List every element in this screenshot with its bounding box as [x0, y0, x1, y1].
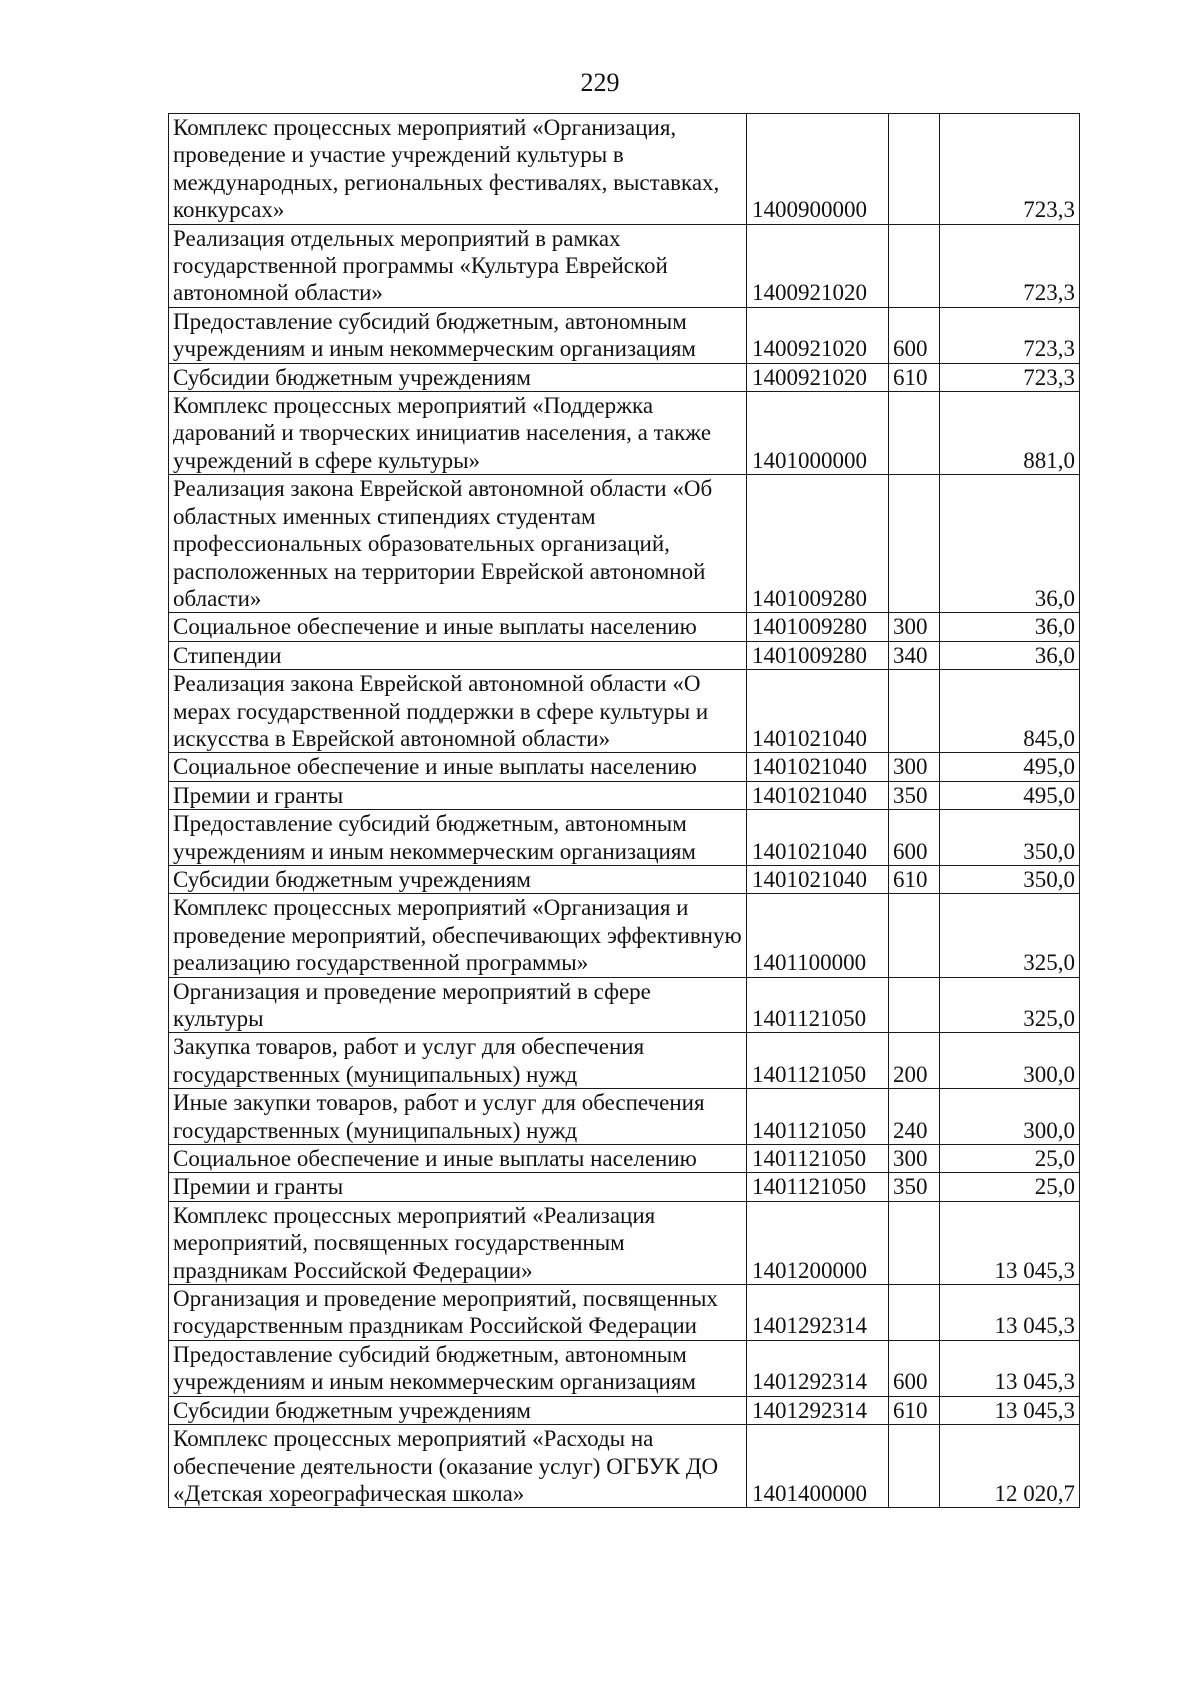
expense-name-cell: Социальное обеспечение и иные выплаты населению: [169, 613, 747, 641]
expense-name-cell: Субсидии бюджетным учреждениям: [169, 363, 747, 391]
target-article-code-cell: 1401121050: [747, 1089, 889, 1145]
target-article-code-cell: 1401021040: [747, 781, 889, 809]
expense-type-cell: 340: [889, 641, 940, 669]
amount-cell: 25,0: [940, 1173, 1080, 1201]
amount-cell: 881,0: [940, 392, 1080, 475]
target-article-code-cell: 1401121050: [747, 1033, 889, 1089]
amount-cell: 723,3: [940, 307, 1080, 363]
target-article-code-cell: 1401292314: [747, 1396, 889, 1424]
expense-name-cell: Комплекс процессных мероприятий «Организация и проведение мероприятий, обеспечивающих эффективную реализацию государственной программы»: [169, 894, 747, 977]
target-article-code-cell: 1401400000: [747, 1425, 889, 1508]
table-row: [169, 1033, 1080, 1089]
expense-name-cell: Комплекс процессных мероприятий «Организация, проведение и участие учреждений культуры в международных, региональных фестивалях, выставках, конкурсах»: [169, 114, 747, 225]
expense-name-cell: Комплекс процессных мероприятий «Реализация мероприятий, посвященных государственным праздникам Российской Федерации»: [169, 1201, 747, 1284]
table-row: [169, 1425, 1080, 1508]
amount-cell: 495,0: [940, 781, 1080, 809]
target-article-code-cell: 1400921020: [747, 307, 889, 363]
expense-name-cell: Предоставление субсидий бюджетным, автономным учреждениям и иным некоммерческим организациям: [169, 307, 747, 363]
amount-cell: 25,0: [940, 1145, 1080, 1173]
amount-cell: 325,0: [940, 977, 1080, 1033]
target-article-code-cell: 1401021040: [747, 670, 889, 753]
expense-name-cell: Субсидии бюджетным учреждениям: [169, 1396, 747, 1424]
target-article-code-cell: 1401200000: [747, 1201, 889, 1284]
amount-cell: 300,0: [940, 1089, 1080, 1145]
expense-type-cell: [889, 670, 940, 753]
target-article-code-cell: 1401009280: [747, 641, 889, 669]
target-article-code-cell: 1401100000: [747, 894, 889, 977]
amount-cell: 13 045,3: [940, 1340, 1080, 1396]
expense-name-cell: Стипендии: [169, 641, 747, 669]
expense-name-cell: Комплекс процессных мероприятий «Поддержка дарований и творческих инициатив населения, а также учреждений в сфере культуры»: [169, 392, 747, 475]
table-row: [169, 810, 1080, 866]
target-article-code-cell: 1400921020: [747, 224, 889, 307]
expense-type-cell: [889, 114, 940, 225]
expense-type-cell: 600: [889, 307, 940, 363]
target-article-code-cell: 1400900000: [747, 114, 889, 225]
table-row: [169, 865, 1080, 893]
table-row: [169, 1340, 1080, 1396]
expense-name-cell: Предоставление субсидий бюджетным, автономным учреждениям и иным некоммерческим организациям: [169, 810, 747, 866]
expense-type-cell: 300: [889, 753, 940, 781]
amount-cell: 13 045,3: [940, 1396, 1080, 1424]
target-article-code-cell: 1401121050: [747, 977, 889, 1033]
amount-cell: 723,3: [940, 363, 1080, 391]
amount-cell: 36,0: [940, 641, 1080, 669]
expense-type-cell: [889, 1201, 940, 1284]
target-article-code-cell: 1401000000: [747, 392, 889, 475]
target-article-code-cell: 1401292314: [747, 1285, 889, 1341]
table-row: [169, 1089, 1080, 1145]
amount-cell: 350,0: [940, 865, 1080, 893]
table-row: [169, 613, 1080, 641]
expense-name-cell: Субсидии бюджетным учреждениям: [169, 865, 747, 893]
expense-name-cell: Предоставление субсидий бюджетным, автономным учреждениям и иным некоммерческим организациям: [169, 1340, 747, 1396]
table-row: [169, 475, 1080, 613]
expense-name-cell: Закупка товаров, работ и услуг для обеспечения государственных (муниципальных) нужд: [169, 1033, 747, 1089]
amount-cell: 300,0: [940, 1033, 1080, 1089]
expense-type-cell: 350: [889, 781, 940, 809]
budget-table: [168, 113, 1080, 1508]
expense-type-cell: 300: [889, 1145, 940, 1173]
table-row: [169, 114, 1080, 225]
expense-name-cell: Социальное обеспечение и иные выплаты населению: [169, 1145, 747, 1173]
table-row: [169, 753, 1080, 781]
target-article-code-cell: 1401121050: [747, 1173, 889, 1201]
expense-type-cell: 600: [889, 810, 940, 866]
target-article-code-cell: 1401021040: [747, 810, 889, 866]
target-article-code-cell: 1400921020: [747, 363, 889, 391]
target-article-code-cell: 1401009280: [747, 613, 889, 641]
expense-name-cell: Реализация закона Еврейской автономной области «О мерах государственной поддержки в сфере культуры и искусства в Еврейской автономной области»: [169, 670, 747, 753]
target-article-code-cell: 1401121050: [747, 1145, 889, 1173]
expense-name-cell: Организация и проведение мероприятий в сфере культуры: [169, 977, 747, 1033]
target-article-code-cell: 1401009280: [747, 475, 889, 613]
expense-name-cell: Организация и проведение мероприятий, посвященных государственным праздникам Российской Федерации: [169, 1285, 747, 1341]
expense-type-cell: [889, 1285, 940, 1341]
table-row: [169, 363, 1080, 391]
page-number: 229: [580, 68, 620, 97]
expense-name-cell: Комплекс процессных мероприятий «Расходы на обеспечение деятельности (оказание услуг) ОГБУК ДО «Детская хореографическая школа»: [169, 1425, 747, 1508]
expense-type-cell: [889, 1425, 940, 1508]
table-row: [169, 1396, 1080, 1424]
expense-name-cell: Иные закупки товаров, работ и услуг для обеспечения государственных (муниципальных) нужд: [169, 1089, 747, 1145]
expense-name-cell: Социальное обеспечение и иные выплаты населению: [169, 753, 747, 781]
expense-type-cell: [889, 977, 940, 1033]
amount-cell: 723,3: [940, 224, 1080, 307]
table-row: [169, 307, 1080, 363]
target-article-code-cell: 1401292314: [747, 1340, 889, 1396]
amount-cell: 12 020,7: [940, 1425, 1080, 1508]
table-row: [169, 1173, 1080, 1201]
expense-type-cell: 300: [889, 613, 940, 641]
expense-name-cell: Премии и гранты: [169, 781, 747, 809]
expense-name-cell: Реализация отдельных мероприятий в рамках государственной программы «Культура Еврейской автономной области»: [169, 224, 747, 307]
expense-type-cell: 610: [889, 865, 940, 893]
amount-cell: 350,0: [940, 810, 1080, 866]
table-row: [169, 781, 1080, 809]
amount-cell: 36,0: [940, 475, 1080, 613]
table-row: [169, 641, 1080, 669]
table-row: [169, 392, 1080, 475]
expense-name-cell: Реализация закона Еврейской автономной области «Об областных именных стипендиях студентам профессиональных образовательных организаций, расположенных на территории Еврейской автономной области»: [169, 475, 747, 613]
amount-cell: 325,0: [940, 894, 1080, 977]
expense-type-cell: [889, 894, 940, 977]
table-row: [169, 894, 1080, 977]
target-article-code-cell: 1401021040: [747, 753, 889, 781]
amount-cell: 495,0: [940, 753, 1080, 781]
expense-type-cell: 610: [889, 1396, 940, 1424]
amount-cell: 845,0: [940, 670, 1080, 753]
table-row: [169, 1145, 1080, 1173]
expense-type-cell: [889, 475, 940, 613]
table-row: [169, 1201, 1080, 1284]
table-row: [169, 224, 1080, 307]
expense-type-cell: 350: [889, 1173, 940, 1201]
table-row: [169, 977, 1080, 1033]
expense-type-cell: [889, 392, 940, 475]
amount-cell: 13 045,3: [940, 1285, 1080, 1341]
expense-type-cell: 200: [889, 1033, 940, 1089]
amount-cell: 13 045,3: [940, 1201, 1080, 1284]
table-row: [169, 670, 1080, 753]
expense-type-cell: [889, 224, 940, 307]
expense-type-cell: 240: [889, 1089, 940, 1145]
amount-cell: 723,3: [940, 114, 1080, 225]
target-article-code-cell: 1401021040: [747, 865, 889, 893]
amount-cell: 36,0: [940, 613, 1080, 641]
expense-type-cell: 610: [889, 363, 940, 391]
budget-table-body: [169, 114, 1080, 1508]
expense-name-cell: Премии и гранты: [169, 1173, 747, 1201]
expense-type-cell: 600: [889, 1340, 940, 1396]
table-row: [169, 1285, 1080, 1341]
